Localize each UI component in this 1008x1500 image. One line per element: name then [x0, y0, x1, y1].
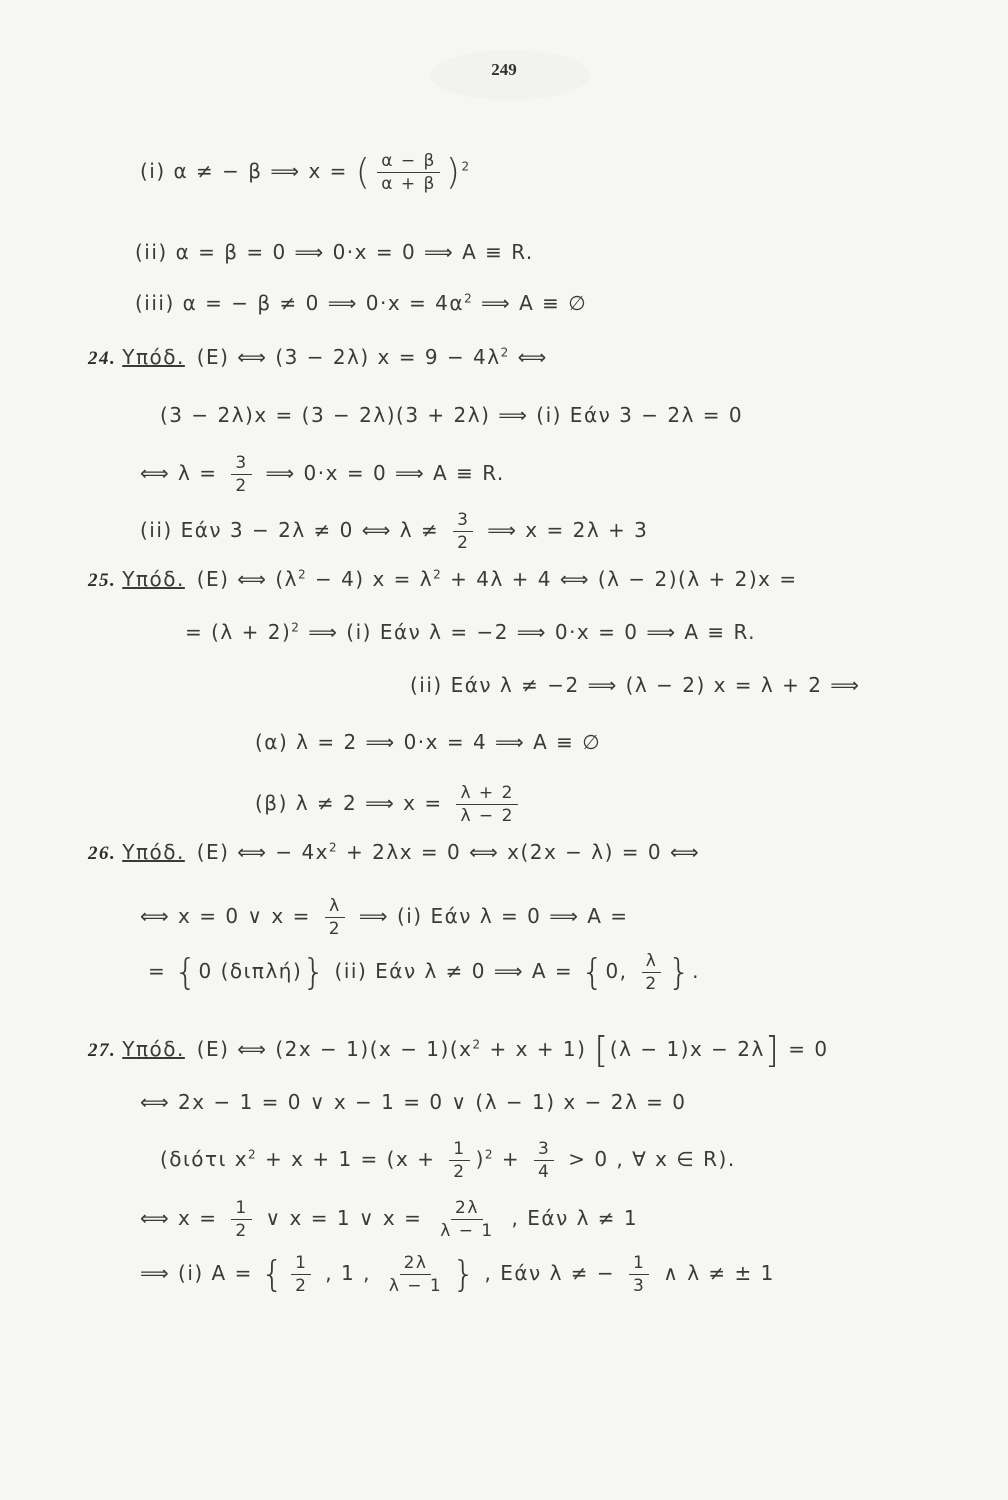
math-text: ⟹ A ≡ ∅ [473, 291, 588, 315]
bracket: { [174, 952, 199, 993]
fraction-denominator: 2 [235, 476, 248, 496]
math-text: , Εάν λ ≠ − [476, 1261, 624, 1285]
fraction [325, 895, 345, 940]
math-text: (ii) α = β = 0 ⟹ 0·x = 0 ⟹ A ≡ R. [135, 240, 534, 264]
math-line [255, 730, 601, 754]
fraction-numerator: α − β [377, 150, 440, 173]
math-text: ⟹ 0·x = 0 ⟹ A ≡ R. [257, 461, 505, 485]
math-text: (ii) Εάν λ ≠ 0 ⟹ A = [326, 959, 582, 983]
fraction [436, 1197, 497, 1242]
math-line [140, 1252, 775, 1297]
fraction-numerator: 1 [231, 1197, 251, 1220]
fraction-numerator: 1 [291, 1252, 311, 1275]
bracket: } [667, 952, 693, 993]
exercise-number: 27. [88, 1040, 117, 1061]
math-text: − 4) x = λ [307, 567, 434, 591]
superscript: 2 [472, 1037, 482, 1052]
superscript: 2 [464, 291, 474, 306]
hint-label: Υπόδ. [122, 1037, 185, 1061]
bracket: } [302, 952, 327, 993]
math-text: + 4λ + 4 ⟺ (λ − 2)(λ + 2)x = [442, 567, 798, 591]
bracket: { [581, 952, 606, 993]
math-text: (διότι x [160, 1147, 249, 1171]
math-text: + 2λx = 0 ⟺ x(2x − λ) = 0 ⟺ [338, 840, 701, 864]
fraction-numerator: 3 [534, 1138, 554, 1161]
fraction-denominator: 3 [633, 1276, 646, 1296]
math-text: (λ − 1)x − 2λ [609, 1037, 765, 1061]
superscript: 2 [297, 567, 308, 582]
math-text: ⟺ λ = [140, 461, 226, 485]
fraction-numerator: λ + 2 [456, 782, 517, 805]
math-line [185, 620, 756, 644]
math-text: ⟺ x = [140, 1206, 226, 1230]
fraction-denominator: 2 [453, 1162, 466, 1182]
math-text: 0, [605, 959, 636, 983]
math-text: + [494, 1147, 529, 1171]
exercise-27-line [88, 1030, 829, 1071]
superscript: 2 [500, 345, 510, 360]
math-text: . [692, 959, 700, 983]
exercise-number: 26. [88, 843, 117, 864]
fraction [456, 782, 517, 827]
fraction-denominator: λ − 1 [388, 1276, 443, 1296]
hint-label: Υπόδ. [122, 840, 185, 864]
math-text: (E) ⟺ (λ [188, 567, 298, 591]
exercise-number: 24. [88, 348, 117, 369]
bracket: { [260, 1254, 286, 1295]
math-line [140, 509, 648, 554]
math-line [135, 240, 534, 264]
math-text: (β) λ ≠ 2 ⟹ x = [255, 791, 451, 815]
bracket: ) [445, 152, 462, 193]
math-text: ⟺ 2x − 1 = 0 ∨ x − 1 = 0 ∨ (λ − 1) x − 2λ = 0 [140, 1090, 687, 1114]
math-line [160, 403, 743, 427]
math-line [410, 673, 860, 697]
math-text: (ii) Εάν λ ≠ −2 ⟹ (λ − 2) x = λ + 2 ⟹ [410, 673, 861, 697]
fraction [231, 1197, 251, 1242]
fraction [641, 950, 661, 995]
fraction-numerator: 3 [453, 509, 473, 532]
bracket: [ [594, 1030, 610, 1071]
math-text: (i) α ≠ − β ⟹ x = [140, 159, 356, 183]
math-text: (α) λ = 2 ⟹ 0·x = 4 ⟹ A ≡ ∅ [255, 730, 602, 754]
math-line [140, 150, 471, 195]
math-line [148, 950, 700, 995]
math-text: (E) ⟺ (2x − 1)(x − 1)(x [188, 1037, 473, 1061]
exercise-25-line [88, 567, 798, 592]
fraction [629, 1252, 649, 1297]
superscript: 2 [461, 159, 471, 174]
exercise-26-line [88, 840, 700, 865]
fraction [231, 452, 251, 497]
fraction-denominator: λ − 1 [440, 1221, 494, 1241]
math-text: ⟹ (i) A = [140, 1261, 261, 1285]
bracket: } [452, 1254, 477, 1295]
math-line [255, 782, 524, 827]
math-line [160, 1138, 736, 1183]
math-line [140, 1090, 686, 1114]
fraction-denominator: 4 [538, 1162, 551, 1182]
math-text: ⟺ x = 0 ∨ x = [140, 904, 319, 928]
math-line [140, 895, 629, 940]
fraction-denominator: 2 [457, 533, 470, 553]
math-text: ⟹ (i) Εάν λ = 0 ⟹ A = [351, 904, 629, 928]
fraction-numerator: 1 [629, 1252, 649, 1275]
exercise-number: 25. [88, 570, 117, 591]
fraction-numerator: λ [325, 895, 345, 918]
math-text: (E) ⟺ − 4x [188, 840, 330, 864]
math-text: 0 (διπλή) [198, 959, 303, 983]
fraction-numerator: 2λ [400, 1252, 432, 1275]
fraction [385, 1252, 446, 1297]
math-text: + x + 1) [481, 1037, 595, 1061]
math-text: ∨ x = 1 ∨ x = [257, 1206, 431, 1230]
bracket: ] [764, 1030, 781, 1071]
exercise-24-line [88, 345, 548, 370]
math-line [135, 291, 587, 315]
fraction-denominator: λ − 2 [460, 806, 514, 826]
superscript: 2 [248, 1147, 258, 1162]
fraction [377, 150, 440, 195]
fraction-denominator: 2 [645, 974, 658, 994]
fraction-numerator: λ [642, 950, 662, 973]
fraction-denominator: 2 [235, 1221, 248, 1241]
superscript: 2 [484, 1147, 495, 1162]
fraction [453, 509, 473, 554]
math-text: ⟺ [509, 345, 548, 369]
math-line [140, 1197, 638, 1242]
bracket: ( [355, 152, 372, 193]
fraction [534, 1138, 554, 1183]
math-text: = (λ + 2) [185, 620, 292, 644]
fraction-denominator: 2 [295, 1276, 308, 1296]
math-text: = [148, 959, 175, 983]
math-text: ∧ λ ≠ ± 1 [655, 1261, 775, 1285]
fraction [291, 1252, 311, 1297]
fraction-numerator: 2λ [451, 1197, 483, 1220]
math-line [140, 452, 505, 497]
fraction-numerator: 1 [449, 1138, 469, 1161]
fraction-numerator: 3 [231, 452, 251, 475]
math-text: + x + 1 = (x + [257, 1147, 444, 1171]
fraction [449, 1138, 469, 1183]
math-text: ⟹ (i) Εάν λ = −2 ⟹ 0·x = 0 ⟹ A ≡ R. [300, 620, 757, 644]
math-text: (E) ⟺ (3 − 2λ) x = 9 − 4λ [188, 345, 501, 369]
math-text: > 0 , ∀ x ∈ R). [560, 1147, 736, 1171]
math-text: (iii) α = − β ≠ 0 ⟹ 0·x = 4α [135, 291, 465, 315]
math-text: , 1 , [317, 1261, 379, 1285]
fraction-denominator: 2 [328, 919, 342, 939]
math-text: ⟹ x = 2λ + 3 [479, 518, 649, 542]
page-number: 249 [491, 60, 517, 79]
hint-label: Υπόδ. [122, 345, 185, 369]
math-text: , Εάν λ ≠ 1 [503, 1206, 639, 1230]
math-text: (ii) Εάν 3 − 2λ ≠ 0 ⟺ λ ≠ [140, 518, 448, 542]
math-text: (3 − 2λ)x = (3 − 2λ)(3 + 2λ) ⟹ (i) Εάν 3 − 2λ = 0 [160, 403, 744, 427]
superscript: 2 [329, 840, 339, 855]
superscript: 2 [291, 620, 301, 635]
superscript: 2 [433, 567, 443, 582]
hint-label: Υπόδ. [122, 567, 185, 591]
math-text: = 0 [780, 1037, 829, 1061]
math-text: ) [475, 1147, 485, 1171]
fraction-denominator: α + β [381, 174, 436, 194]
